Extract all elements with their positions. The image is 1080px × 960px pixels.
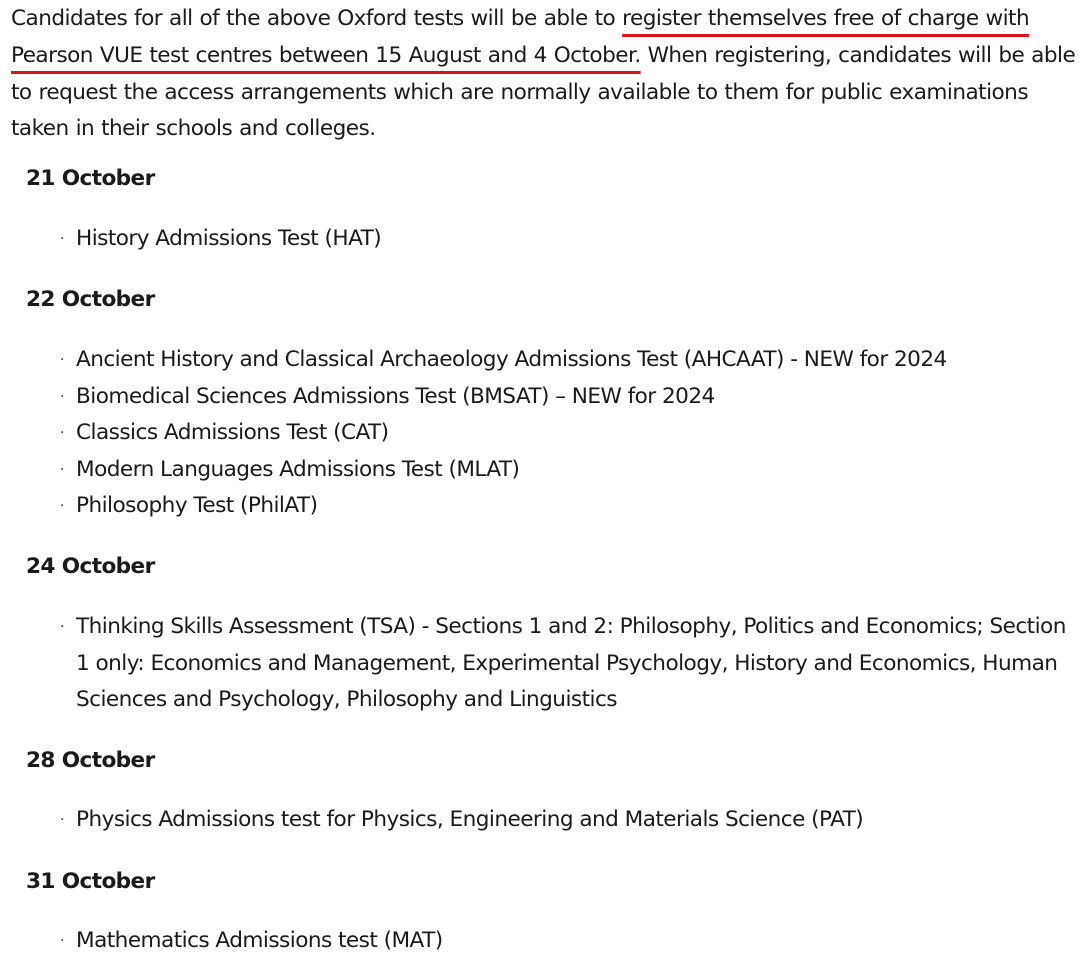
bullet-icon: · [60,388,64,405]
bullet-icon: · [60,352,64,368]
registration-highlight: register themselves free of charge with Pearson VUE test centres between 15 August and 4 October. [11,6,1030,68]
list-item: · Biomedical Sciences Admissions Test (BMSAT) – NEW for 2024 [58,379,1072,416]
list-item: · Mathematics Admissions test (MAT) [58,923,1072,960]
date-heading-28-october: 28 October [26,748,155,773]
test-list-31-october [58,923,1072,960]
date-heading-31-october: 31 October [26,869,155,894]
intro-paragraph [11,1,1077,148]
test-list-28-october [58,802,1072,839]
test-list-21-october [58,221,1072,258]
bullet-icon: · [60,498,64,514]
test-list-24-october [58,609,1072,719]
bullet-icon: · [60,812,64,828]
date-heading-22-october: 22 October [26,287,155,312]
list-item: · Physics Admissions test for Physics, Engineering and Materials Science (PAT) [58,802,1072,839]
intro-text-before: Candidates for all of the above Oxford tests will be able to [11,6,623,31]
bullet-icon: · [60,231,64,247]
date-heading-21-october: 21 October [26,166,155,191]
bullet-icon: · [60,619,64,635]
bullet-icon: · [60,425,64,441]
intro-text-after: When registering, candidates will be able to request the access arrangements which are normally available to them for public examinations taken in their schools and colleges. [11,42,1076,142]
list-item: · History Admissions Test (HAT) [58,221,1072,258]
list-item: · Modern Languages Admissions Test (MLAT) [58,452,1072,489]
list-item: · Ancient History and Classical Archaeology Admissions Test (AHCAAT) - NEW for 2024 [58,342,1072,379]
list-item: · Classics Admissions Test (CAT) [58,415,1072,452]
bullet-icon: · [60,933,64,949]
date-heading-24-october: 24 October [26,554,155,579]
list-item: · Thinking Skills Assessment (TSA) - Sections 1 and 2: Philosophy, Politics and Economics; Section 1 only: Economics and Management, Experimental Psychology, History and Economics, Human Sciences and Psychology, Philosophy and Linguistics [58,609,1072,719]
test-list-22-october [58,342,1072,525]
list-item: · Philosophy Test (PhilAT) [58,488,1072,525]
bullet-icon: · [60,461,64,478]
